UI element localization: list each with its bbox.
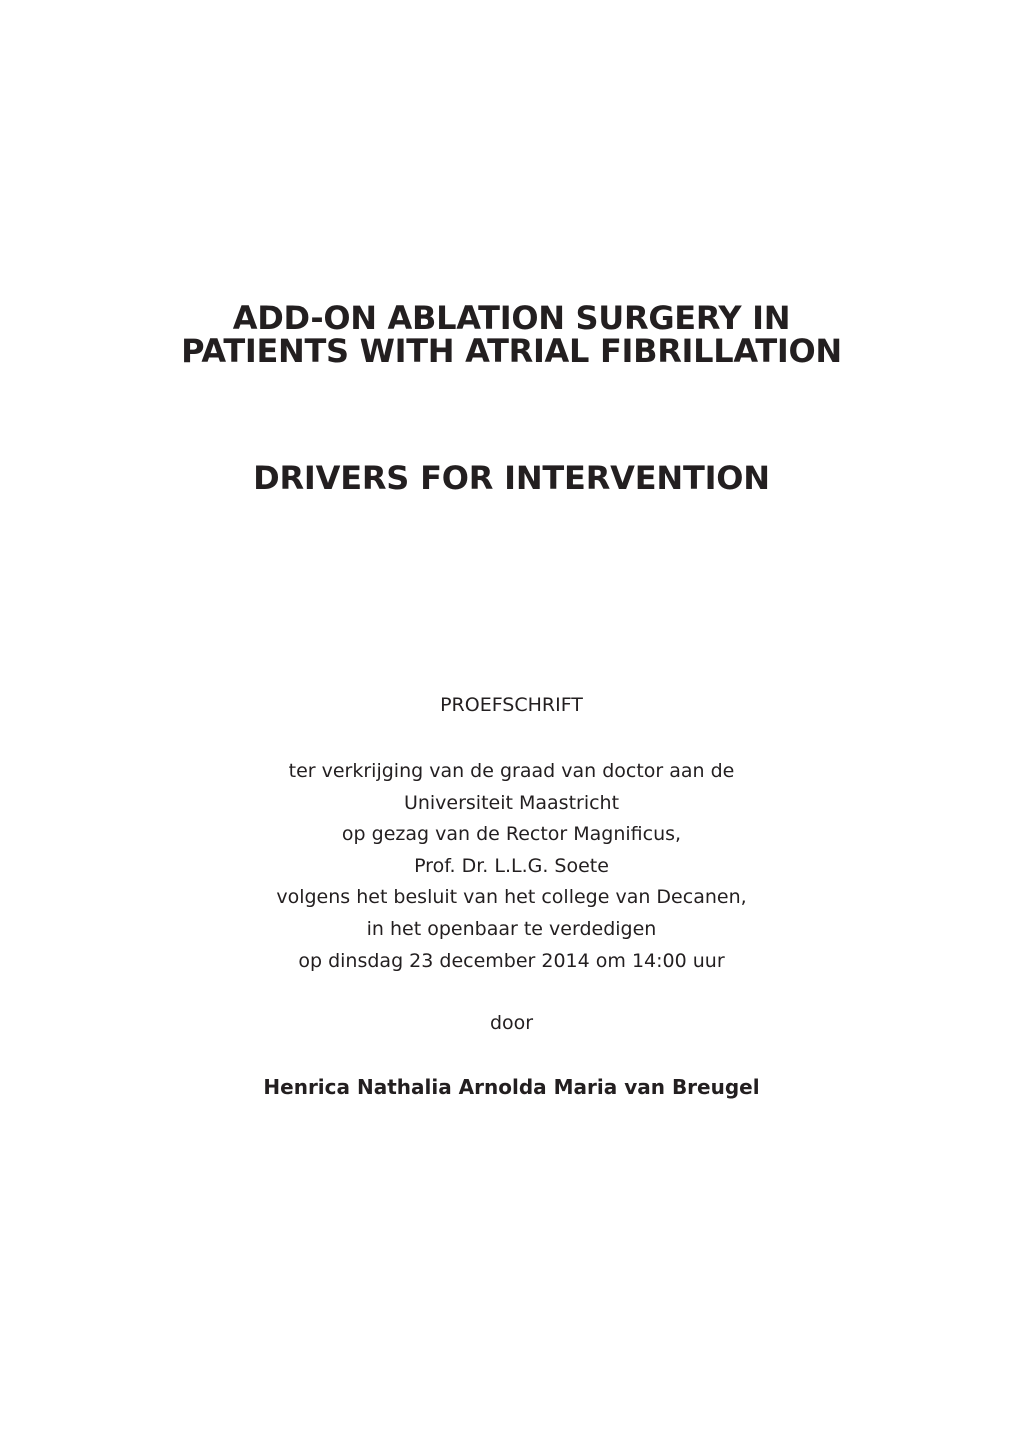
thesis-title-line-1: ADD-ON ABLATION SURGERY IN xyxy=(232,299,791,337)
author-name: Henrica Nathalia Arnolda Maria van Breugel xyxy=(263,1075,760,1099)
statement-line-4: Prof. Dr. L.L.G. Soete xyxy=(414,854,609,877)
statement-line-6: in het openbaar te verdedigen xyxy=(366,917,657,940)
statement-line-2: Universiteit Maastricht xyxy=(403,791,620,814)
degree-statement xyxy=(0,756,1023,977)
thesis-subtitle: DRIVERS FOR INTERVENTION xyxy=(253,459,770,497)
thesis-title xyxy=(0,299,1023,370)
statement-line-3: op gezag van de Rector Magnificus, xyxy=(341,823,682,846)
thesis-title-line-2: PATIENTS WITH ATRIAL FIBRILLATION xyxy=(181,332,842,370)
statement-line-1: ter verkrijging van de graad van doctor aan de xyxy=(288,760,735,782)
statement-line-5: volgens het besluit van het college van Decanen, xyxy=(276,886,747,909)
by-label: door xyxy=(489,1012,534,1034)
statement-line-7: op dinsdag 23 december 2014 om 14:00 uur xyxy=(298,949,725,972)
thesis-label: PROEFSCHRIFT xyxy=(440,694,583,716)
